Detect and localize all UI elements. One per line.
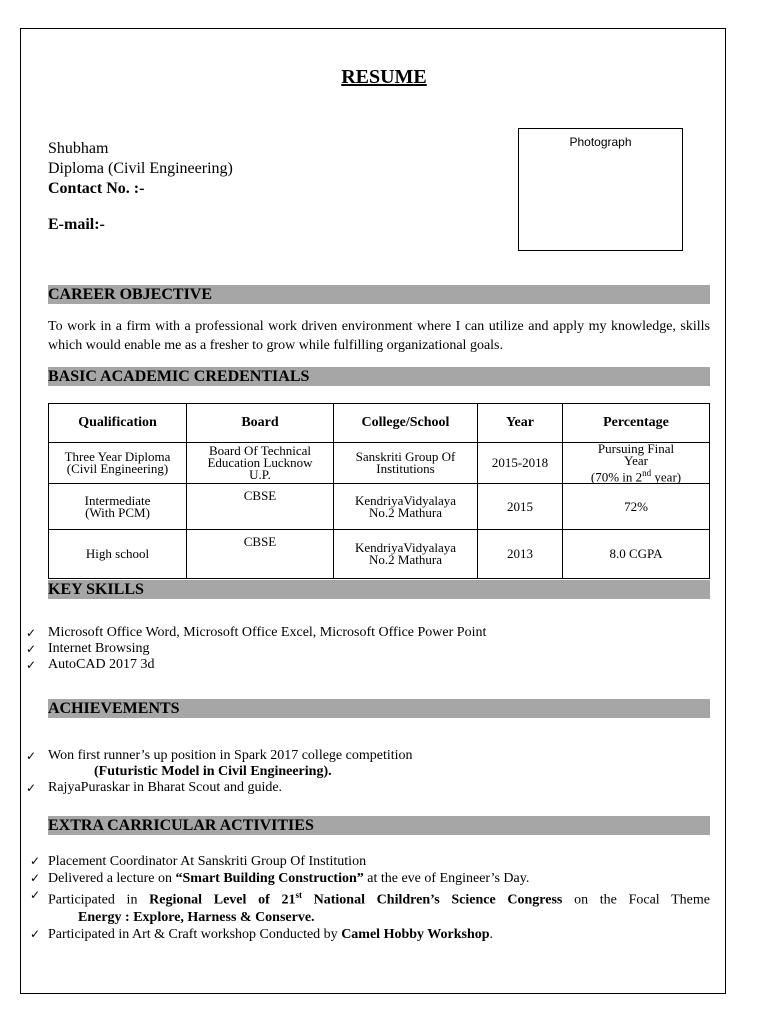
checkmark-icon: ✓ [26,626,37,640]
cell-line [567,467,705,483]
cell-percentage: 72% [563,484,710,530]
ordinal-suffix: st [295,890,302,900]
cell-qualification [49,484,187,530]
cell-line: Education Lucknow [207,455,313,471]
photograph-box [518,128,683,251]
list-item [30,926,710,943]
table-row [49,484,710,530]
activity-text: Placement Coordinator At Sanskriti Group Of Institution [48,854,367,869]
achievement-subline: (Futuristic Model in Civil Engineering). [94,764,332,779]
section-extra-curricular: EXTRA CARRICULAR ACTIVITIES [48,816,710,835]
activity-emphasis: Camel Hobby Workshop [341,926,490,942]
header-qualification: Qualification [49,404,187,443]
checkmark-icon: ✓ [26,781,37,795]
list-item [26,657,486,673]
achievement-text: Won first runner’s up position in Spark 2017 college competition [48,748,413,763]
header-board: Board [187,404,334,443]
cell-college [334,484,478,530]
list-item [26,625,486,641]
achievements-list [26,748,413,796]
table-row [49,530,710,579]
career-objective-text: To work in a firm with a professional work driven environment where I can utilize and apply my knowledge, skills which would enable me as a fresher to grow while fulfilling organizational goals. [48,319,710,353]
skill-text: AutoCAD 2017 3d [48,657,155,672]
list-item [26,641,486,657]
list-item [30,870,710,887]
contact-label: Contact No. :- [48,180,145,197]
activity-emphasis: National Children’s Science Congress [301,892,563,908]
header-year: Year [478,404,563,443]
cell-line: No.2 Mathura [369,552,442,568]
activity-text: Participated in [48,892,150,908]
cell-line: (With PCM) [85,504,150,520]
skill-text: Internet Browsing [48,641,150,656]
cell-year: 2013 [478,530,563,579]
cell-line: Sanskriti Group Of [355,449,456,465]
activity-subline: Energy : Explore, Harness & Conserve. [78,909,315,925]
list-item [26,780,413,796]
cell-line: Institutions [376,461,435,477]
activity-emphasis: “Smart Building Construction” [175,871,364,886]
checkmark-icon: ✓ [30,871,41,885]
checkmark-icon: ✓ [30,926,41,941]
cell-year: 2015-2018 [478,443,563,484]
checkmark-icon: ✓ [30,888,41,902]
cell-line: Pursuing Final [597,441,675,456]
cell-line: Board Of Technical [208,443,312,459]
activity-text: Delivered a lecture on [48,871,176,886]
ordinal-suffix: nd [642,468,652,478]
table-row [49,443,710,484]
cell-percentage [563,443,710,484]
cell-line: U.P. [249,467,271,483]
list-item [26,748,413,764]
header-college: College/School [334,404,478,443]
cell-board: CBSE [187,484,334,530]
cell-percentage: 8.0 CGPA [563,530,710,579]
checkmark-icon: ✓ [26,642,37,656]
candidate-degree: Diploma (Civil Engineering) [48,160,233,177]
activity-text: on the Focal Theme [562,892,710,908]
activity-emphasis: Regional Level of 21 [149,892,296,908]
email-label: E-mail:- [48,216,105,233]
checkmark-icon: ✓ [30,854,41,868]
photograph-label: Photograph [569,135,632,149]
activity-text: . [489,926,494,942]
resume-title: RESUME [341,66,427,88]
cell-line: (Civil Engineering) [66,461,169,477]
cell-line: Intermediate [84,492,151,508]
cell-qualification: High school [49,530,187,579]
candidate-name: Shubham [48,140,109,157]
header-percentage: Percentage [563,404,710,443]
cell-board: CBSE [187,530,334,579]
section-career-objective: CAREER OBJECTIVE [48,285,710,304]
section-academic-credentials: BASIC ACADEMIC CREDENTIALS [48,367,710,386]
cell-line: No.2 Mathura [369,504,442,520]
cell-line: KendriyaVidyalaya [354,492,456,508]
skill-text: Microsoft Office Word, Microsoft Office Excel, Microsoft Office Power Point [48,625,487,640]
achievement-text: RajyaPuraskar in Bharat Scout and guide. [48,780,283,795]
cell-text: (70% in 2 [590,469,643,485]
cell-line: KendriyaVidyalaya [354,540,456,556]
section-achievements: ACHIEVEMENTS [48,699,710,718]
activity-text: at the eve of Engineer’s Day. [363,871,530,886]
activity-text: Participated in Art & Craft workshop Conducted by [48,926,342,942]
cell-line: Three Year Diploma [64,449,171,465]
cell-board [187,443,334,484]
table-header-row [49,404,710,443]
list-item [30,853,710,870]
skills-list [26,625,486,673]
section-key-skills: KEY SKILLS [48,580,710,599]
cell-text: year) [651,469,682,485]
checkmark-icon: ✓ [26,658,37,672]
list-item [30,887,710,909]
cell-college [334,530,478,579]
cell-qualification [49,443,187,484]
checkmark-icon: ✓ [26,749,37,763]
cell-line: Year [624,453,648,468]
academic-table [48,403,710,579]
cell-college [334,443,478,484]
cell-year: 2015 [478,484,563,530]
extra-curricular-list [30,853,710,943]
